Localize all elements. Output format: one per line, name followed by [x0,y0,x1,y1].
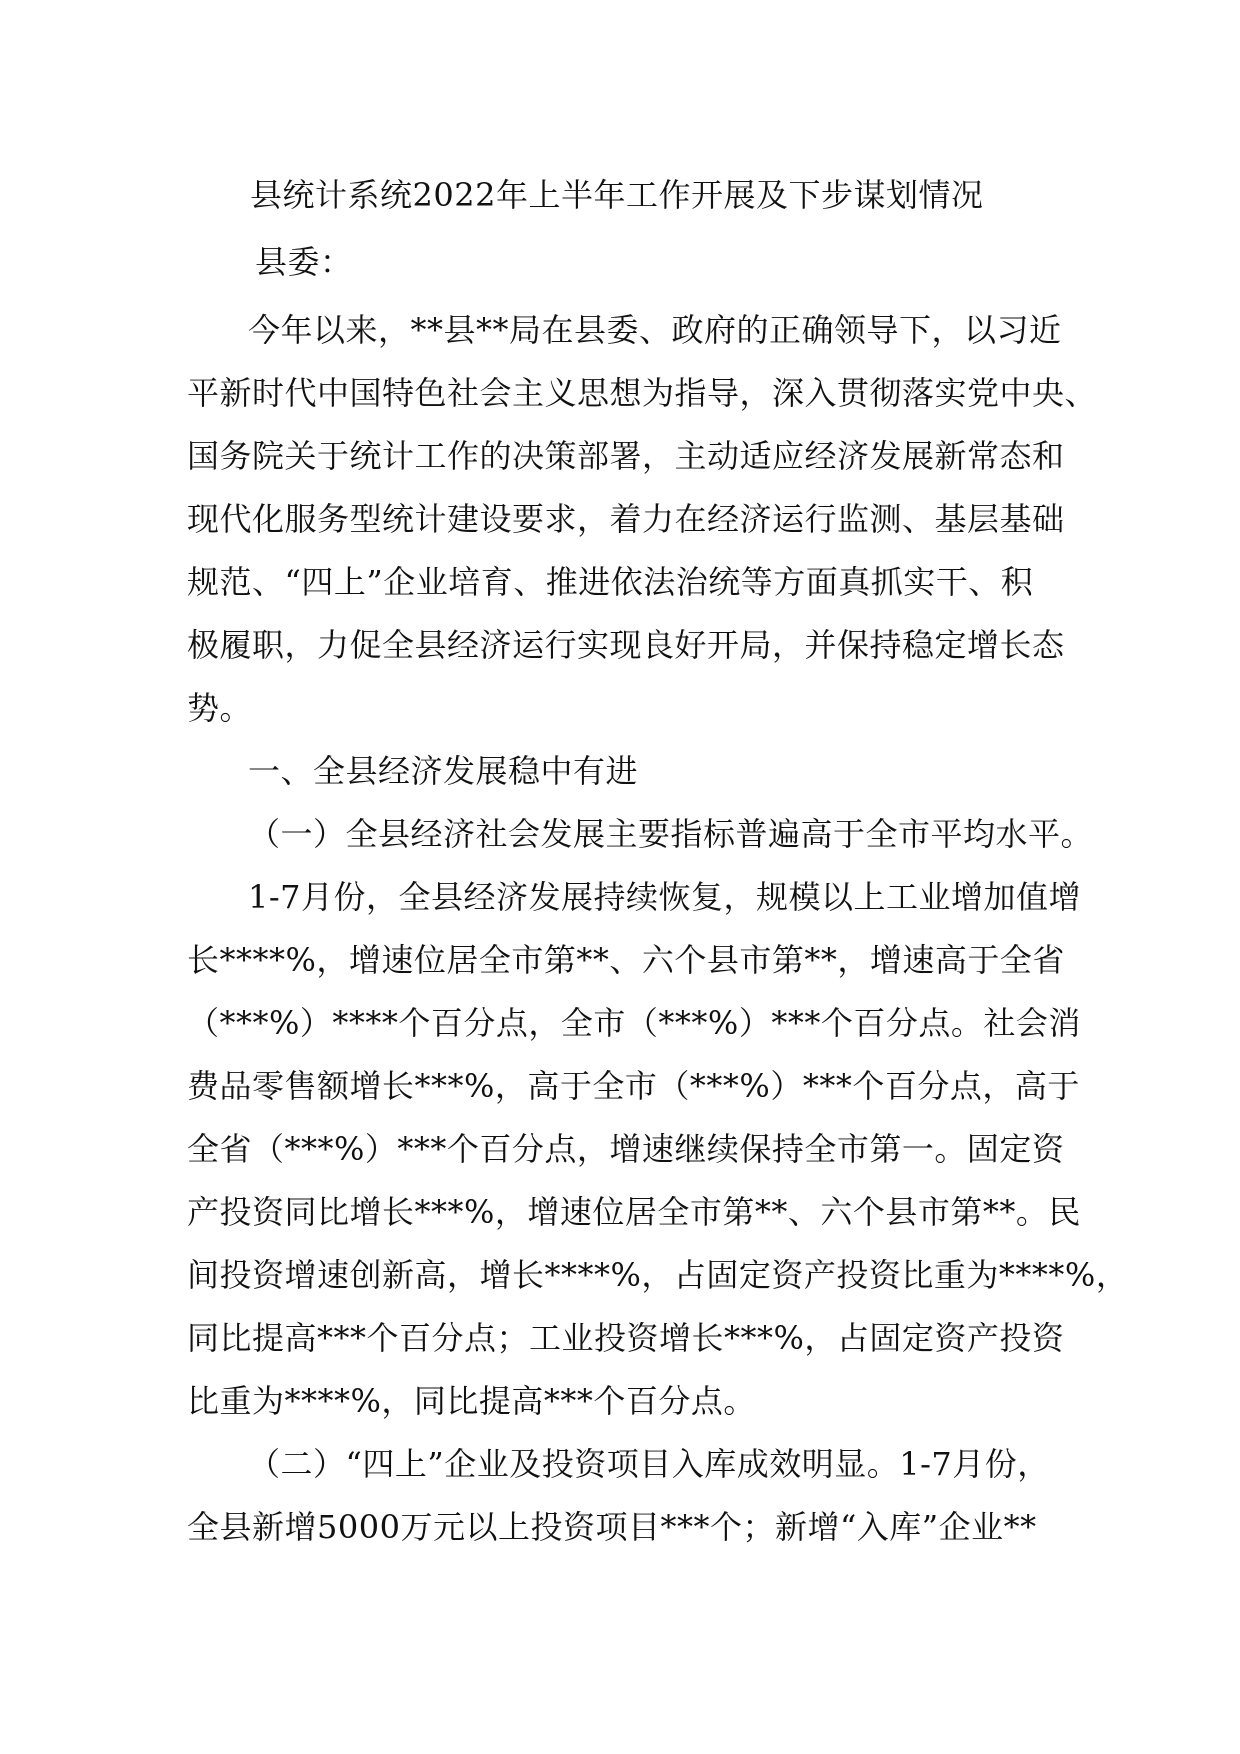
paragraph-line: 比重为****%，同比提高***个百分点。 [187,1382,756,1420]
salutation: 县委： [255,243,353,281]
subsection-heading: （一）全县经济社会发展主要指标普遍高于全市平均水平。 [248,815,1094,853]
paragraph-line: 今年以来，**县**局在县委、政府的正确领导下，以习近 [248,311,1062,349]
paragraph-line: 全省（***%）***个百分点，增速继续保持全市第一。固定资 [187,1130,1065,1168]
paragraph-line: 现代化服务型统计建设要求，着力在经济运行监测、基层基础 [187,500,1065,538]
section-heading: 一、全县经济发展稳中有进 [248,752,639,790]
paragraph-line: 费品零售额增长***%，高于全市（***%）***个百分点，高于 [187,1067,1080,1105]
paragraph-line: 国务院关于统计工作的决策部署，主动适应经济发展新常态和 [187,437,1065,475]
paragraph-line: 极履职，力促全县经济运行实现良好开局，并保持稳定增长态 [187,626,1065,664]
paragraph-line: 全县新增5000万元以上投资项目***个；新增“入库”企业** [187,1508,1037,1546]
document-title: 县统计系统2022年上半年工作开展及下步谋划情况 [250,176,984,214]
paragraph-line: 产投资同比增长***%，增速位居全市第**、六个县市第**。民 [187,1193,1081,1231]
paragraph-line: （***%）****个百分点，全市（***%）***个百分点。社会消 [187,1004,1081,1042]
paragraph-line: 1-7月份，全县经济发展持续恢复，规模以上工业增加值增 [248,878,1082,916]
paragraph-line: 同比提高***个百分点；工业投资增长***%，占固定资产投资 [187,1319,1065,1357]
paragraph-line: 势。 [187,689,253,727]
paragraph-line: 间投资增速创新高，增长****%，占固定资产投资比重为****%， [187,1256,1129,1294]
paragraph-line: 规范、“四上”企业培育、推进依法治统等方面真抓实干、积 [187,563,1034,601]
subsection-heading: （二）“四上”企业及投资项目入库成效明显。1-7月份， [248,1445,1050,1483]
paragraph-line: 长****%，增速位居全市第**、六个县市第**，增速高于全省 [187,941,1065,979]
paragraph-line: 平新时代中国特色社会主义思想为指导，深入贯彻落实党中央、 [187,374,1098,412]
